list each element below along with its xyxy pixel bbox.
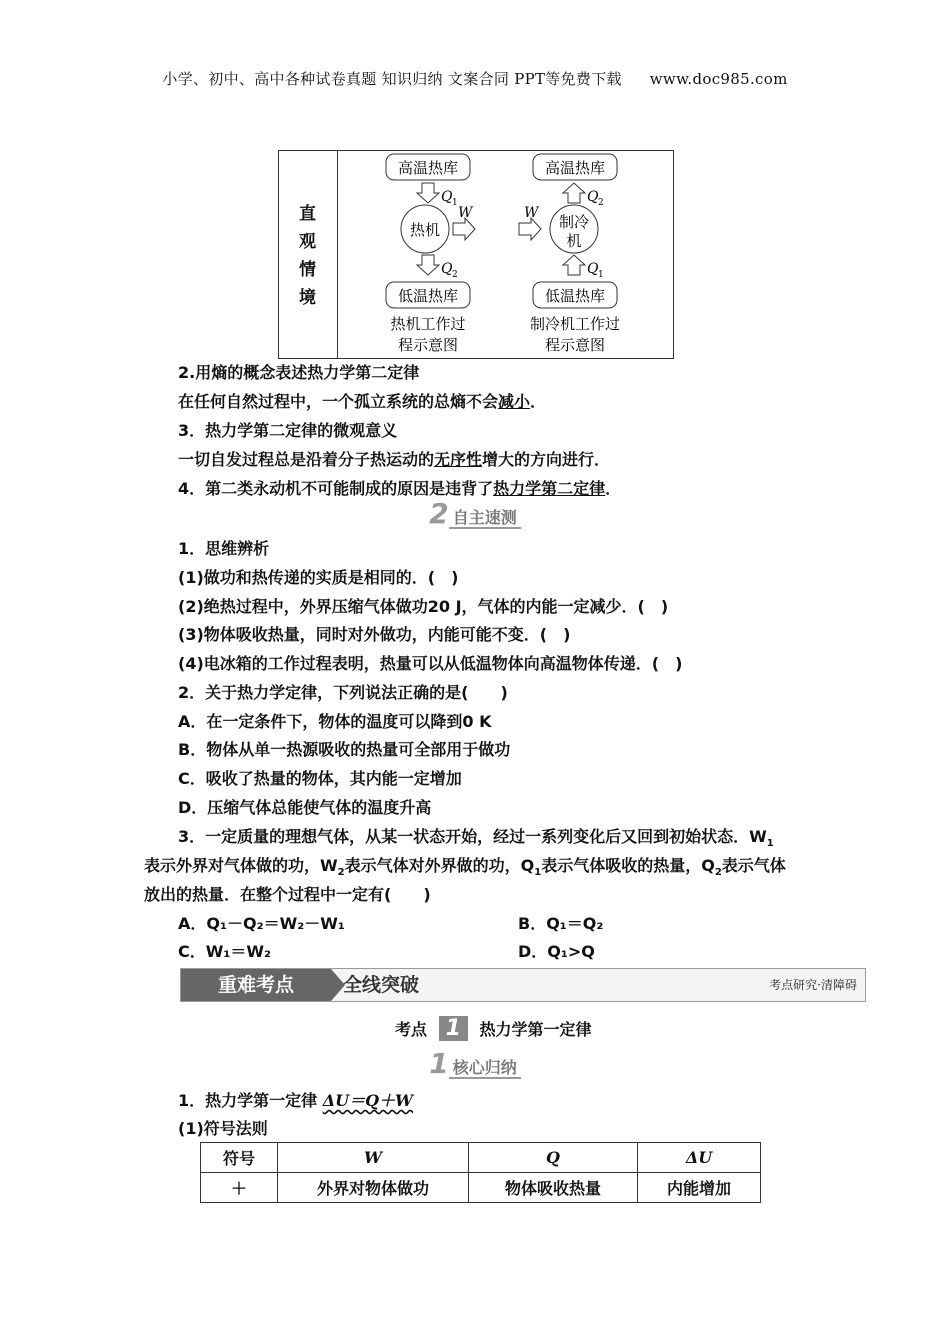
q3-option-a: A．Q₁－Q₂＝W₂－W₁: [178, 914, 345, 933]
fridge-caption: 制冷机工作过: [529, 315, 621, 333]
fridge-label: 制冷: [558, 213, 590, 231]
badge-label: 自主速测: [449, 508, 521, 529]
table-header: W: [278, 1143, 469, 1173]
fridge-hot-reservoir: 高温热库: [544, 159, 606, 177]
header-text: 小学、初中、高中各种试卷真题 知识归纳 文案合同 PPT等免费下载: [162, 70, 622, 88]
q3-option-d: D．Q₁>Q: [518, 942, 595, 961]
sign-rule-title: (1)符号法则: [178, 1119, 268, 1138]
text: 表示气体: [721, 856, 786, 875]
table-header: ΔU: [638, 1143, 761, 1173]
formula: ΔU＝Q＋W: [322, 1091, 413, 1110]
svg-text:1: 1: [452, 198, 458, 208]
header-url[interactable]: www.doc985.com: [649, 70, 788, 88]
svg-text:2: 2: [452, 270, 458, 280]
text: 表示外界对气体做的功，W: [144, 856, 338, 875]
fridge-cold-reservoir: 低温热库: [544, 287, 606, 305]
table-header: 符号: [201, 1143, 278, 1173]
banner-dark-label: 重难考点: [181, 969, 331, 1001]
section-banner: [180, 968, 866, 1002]
q1-item: (1)做功和热传递的实质是相同的．( ): [178, 568, 459, 587]
table-row: [201, 1173, 761, 1203]
heat-diagram: [337, 151, 673, 358]
svg-text:Q: Q: [587, 189, 599, 205]
page-header: [0, 68, 950, 89]
text: 表示气体吸收的热量，Q: [541, 856, 715, 875]
up-arrow-icon: [563, 255, 585, 275]
text: 1．热力学第一定律: [178, 1091, 323, 1110]
text: 在任何自然过程中，一个孤立系统的总熵不会: [178, 392, 499, 411]
down-arrow-icon: [417, 183, 439, 203]
text: 3．一定质量的理想气体，从某一状态开始，经过一系列变化后又回到初始状态．W: [178, 827, 767, 846]
side-char: 直: [299, 204, 316, 224]
side-char: 观: [299, 232, 316, 252]
svg-text:Q: Q: [441, 189, 453, 205]
q2-title: 2．关于热力学定律，下列说法正确的是( ): [178, 683, 508, 702]
text: ．: [530, 392, 547, 411]
fridge-label: 机: [566, 232, 582, 250]
side-char: 情: [299, 260, 316, 280]
section-badge-core: [0, 1047, 950, 1080]
q3-line-2: [144, 853, 786, 878]
banner-light-label: 全线突破: [343, 974, 420, 996]
table-header: Q: [469, 1143, 638, 1173]
svg-text:1: 1: [598, 270, 604, 280]
engine-label: 热机: [409, 221, 441, 239]
diagram-side-label: [279, 151, 338, 358]
topic-number: 1: [439, 1016, 468, 1041]
text: 表示气体对外界做的功，Q: [344, 856, 535, 875]
subscript: 1: [766, 838, 774, 850]
first-law-title: [178, 1088, 413, 1111]
q3-option-b: B．Q₁＝Q₂: [518, 914, 604, 933]
engine-caption: 程示意图: [397, 336, 459, 354]
topic-prefix: 考点: [395, 1020, 428, 1039]
fridge-caption: 程示意图: [544, 336, 606, 354]
q3-option-c: C．W₁＝W₂: [178, 942, 272, 961]
subscript: 1: [534, 867, 542, 879]
diagram-table: [278, 150, 674, 359]
q1-item: (2)绝热过程中，外界压缩气体做功20 J，气体的内能一定减少．( ): [178, 597, 669, 616]
key-term: 无序性: [434, 450, 483, 469]
svg-text:Q: Q: [587, 261, 599, 277]
q1-item: (4)电冰箱的工作过程表明，热量可以从低温物体向高温物体传递．( ): [178, 654, 683, 673]
right-arrow-icon: [519, 218, 541, 240]
micro-title: 3．热力学第二定律的微观意义: [178, 421, 398, 440]
badge-number: 2: [429, 497, 449, 530]
text: 增大的方向进行．: [482, 450, 611, 469]
q2-option-d: D．压缩气体总能使气体的温度升高: [178, 798, 432, 817]
subscript: 2: [337, 867, 345, 879]
sign-table: [200, 1142, 761, 1203]
section-badge-self-test: [0, 497, 950, 530]
table-cell: ＋: [201, 1173, 278, 1203]
q2-option-b: B．物体从单一热源吸收的热量可全部用于做功: [178, 740, 511, 759]
svg-text:W: W: [458, 205, 473, 221]
topic-title: 热力学第一定律: [479, 1020, 592, 1039]
q2-option-c: C．吸收了热量的物体，其内能一定增加: [178, 769, 462, 788]
q2-option-a: A．在一定条件下，物体的温度可以降到0 K: [178, 712, 492, 731]
perpetual-motion-statement: [178, 476, 621, 499]
q1-title: 1．思维辨析: [178, 539, 270, 558]
text: 4．第二类永动机不可能制成的原因是违背了: [178, 479, 494, 498]
engine-hot-reservoir: 高温热库: [397, 159, 459, 177]
text: 一切自发过程总是沿着分子热运动的: [178, 450, 435, 469]
table-cell: 外界对物体做功: [278, 1173, 469, 1203]
topic-heading: [395, 1016, 592, 1041]
up-arrow-icon: [563, 183, 585, 203]
q3-line-1: [178, 824, 774, 849]
table-header-row: [201, 1143, 761, 1173]
subscript: 2: [714, 867, 722, 879]
table-cell: 物体吸收热量: [469, 1173, 638, 1203]
text: ．: [605, 479, 622, 498]
down-arrow-icon: [417, 255, 439, 275]
badge-number: 1: [429, 1047, 449, 1080]
entropy-title: 2.用熵的概念表述热力学第二定律: [178, 363, 420, 382]
table-cell: 内能增加: [638, 1173, 761, 1203]
entropy-statement: [178, 389, 546, 412]
svg-text:Q: Q: [441, 261, 453, 277]
key-term: 热力学第二定律: [493, 479, 606, 498]
key-term: 减小: [498, 392, 531, 411]
engine-cold-reservoir: 低温热库: [397, 287, 459, 305]
banner-note: 考点研究·清障碍: [769, 978, 857, 992]
badge-label: 核心归纳: [449, 1058, 521, 1079]
svg-text:W: W: [524, 205, 539, 221]
q3-line-3: 放出的热量．在整个过程中一定有( ): [144, 885, 431, 904]
right-arrow-icon: [453, 218, 475, 240]
side-char: 境: [299, 288, 316, 308]
engine-caption: 热机工作过: [390, 315, 466, 333]
svg-text:2: 2: [598, 198, 604, 208]
micro-statement: [178, 447, 610, 470]
q1-item: (3)物体吸收热量，同时对外做功，内能可能不变．( ): [178, 625, 571, 644]
